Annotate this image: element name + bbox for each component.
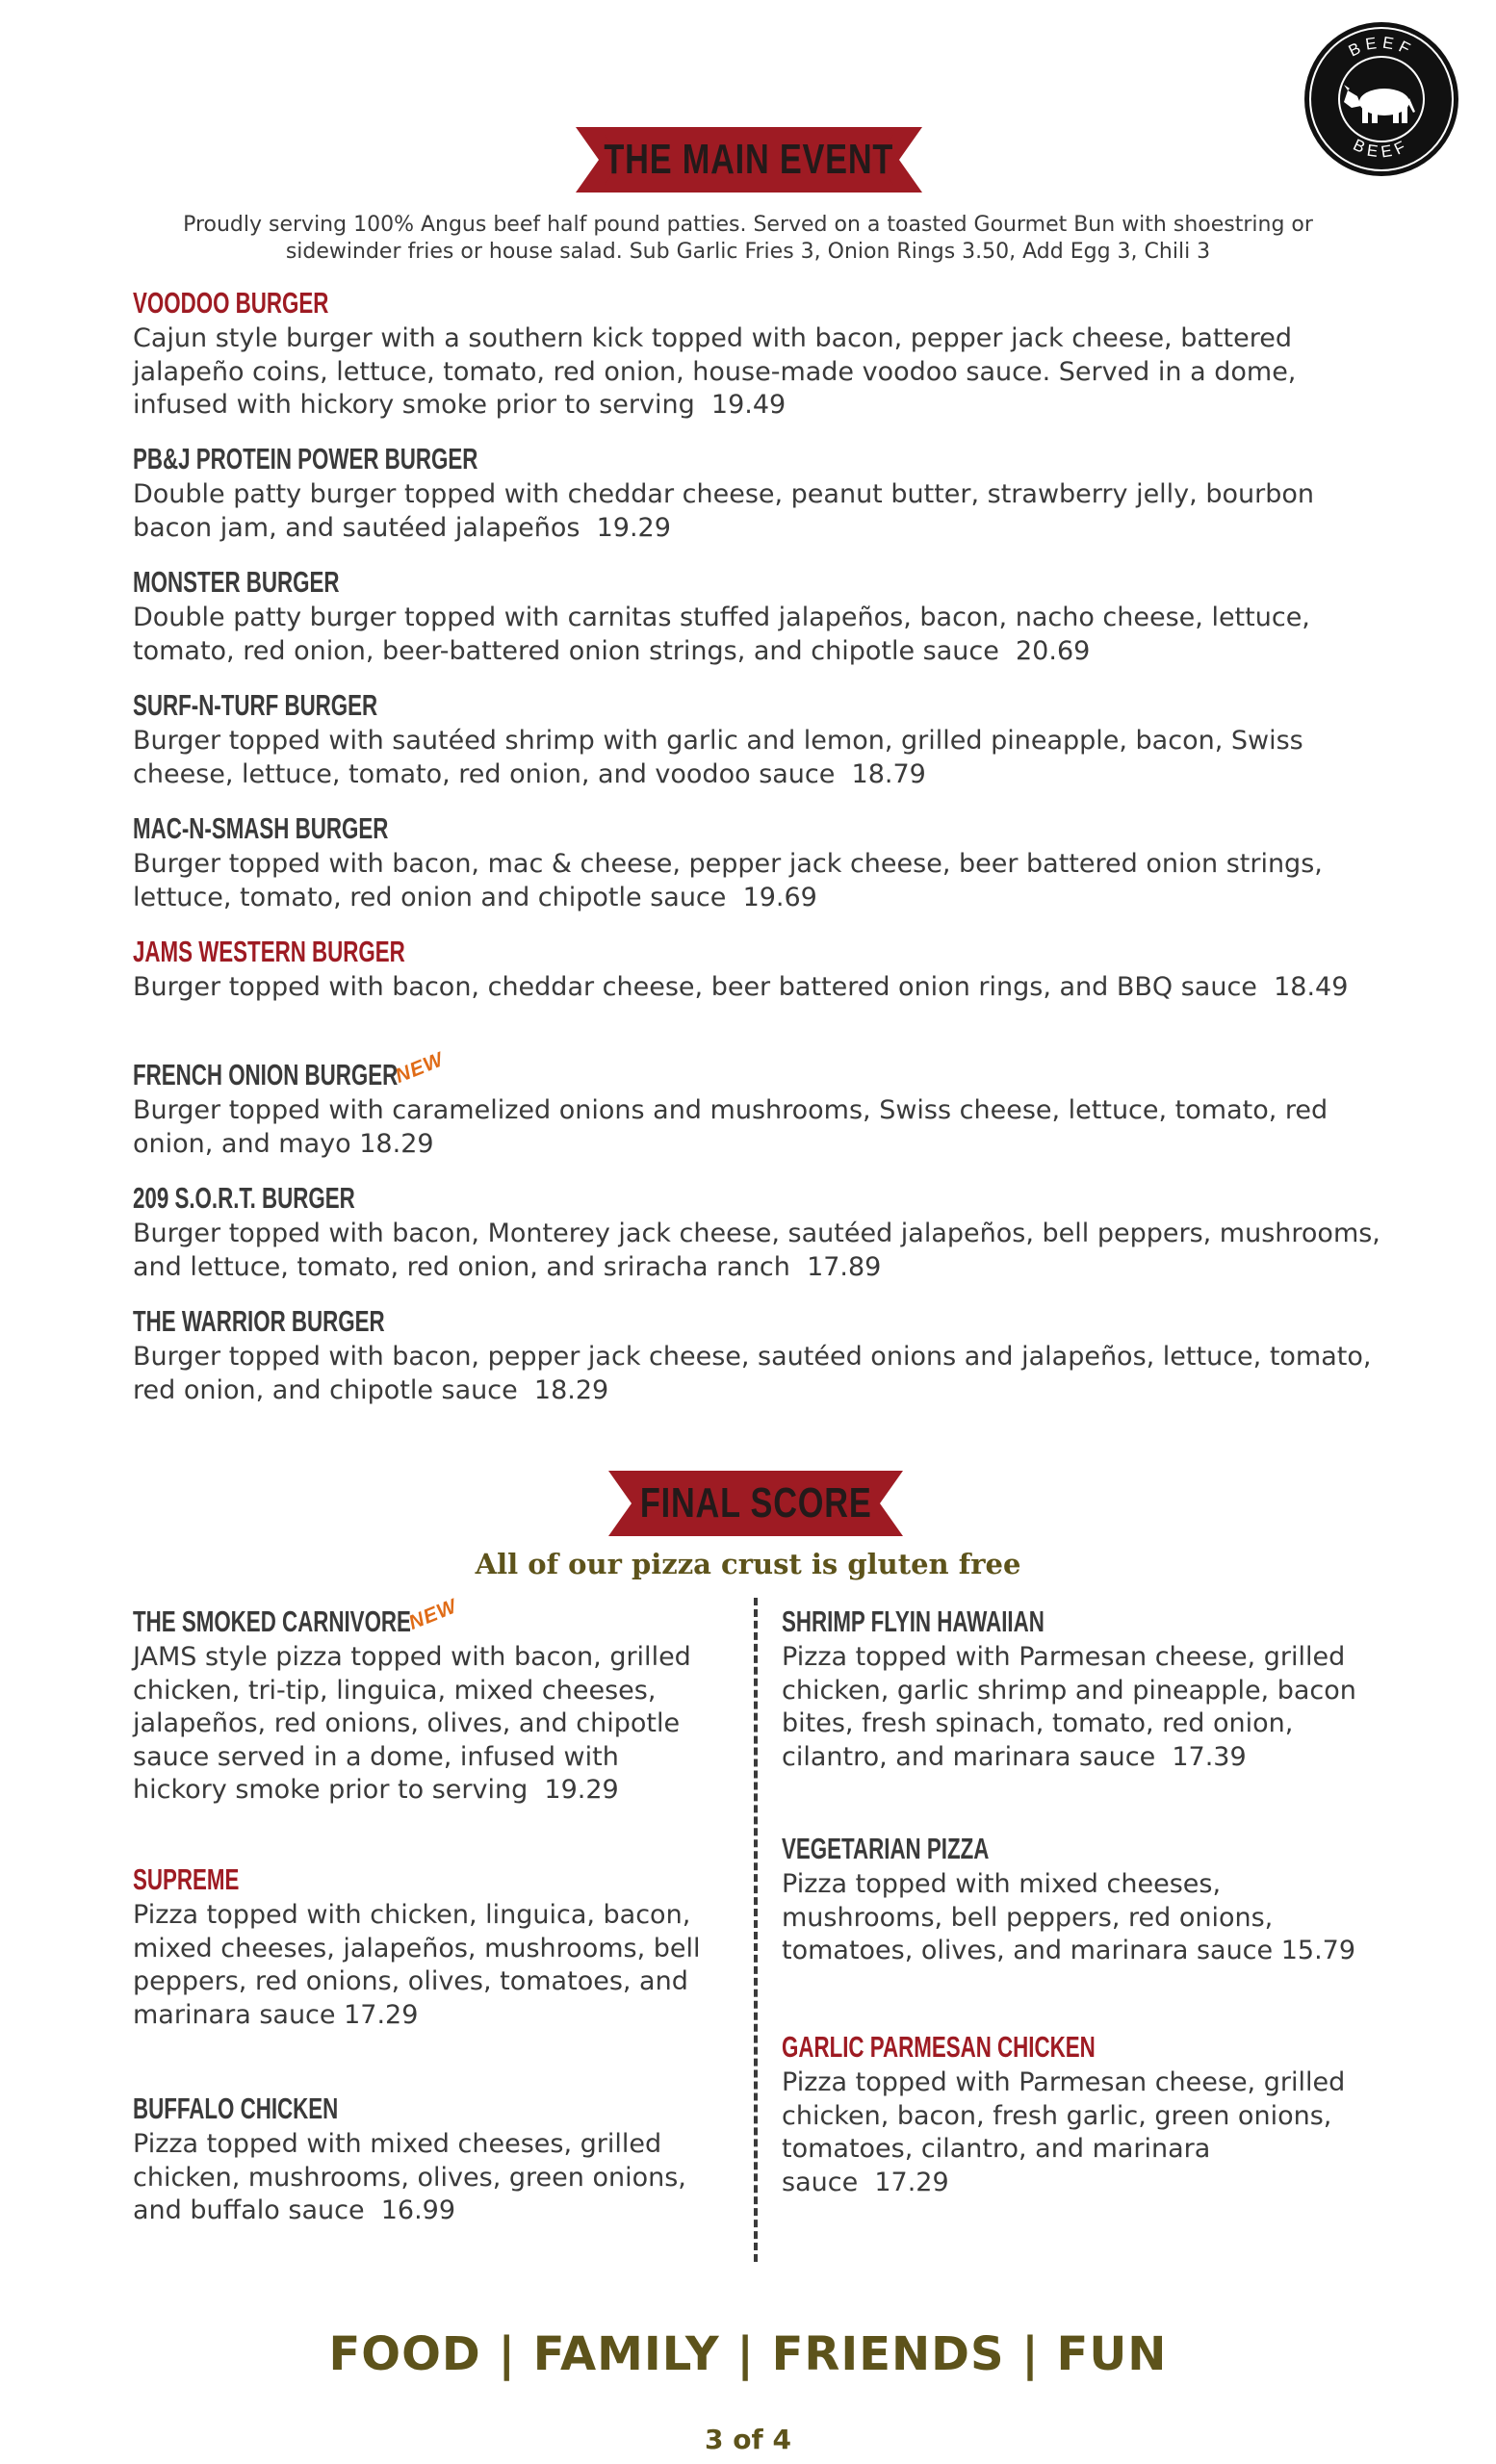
item-desc: Pizza topped with chicken, linguica, bacon, mixed cheeses, jalapeños, mushrooms, bell peppers, red onions, olives, tomatoes, and marinara sauce [133, 1900, 701, 2030]
menu-item [133, 285, 1384, 423]
beef-badge-logo [1302, 19, 1461, 179]
menu-item [133, 1861, 720, 2032]
item-price: 18.29 [359, 1128, 434, 1159]
item-desc: Burger topped with caramelized onions and mushrooms, Swiss cheese, lettuce, tomato, red onion, and mayo [133, 1095, 1328, 1159]
item-price: 19.29 [544, 1775, 619, 1805]
item-desc: Burger topped with bacon, Monterey jack cheese, sautéed jalapeños, bell peppers, mushrooms, and lettuce, tomato, red onion, and sriracha ranch [133, 1219, 1380, 1282]
item-name: THE WARRIOR BURGER [133, 1304, 385, 1338]
item-price: 19.49 [710, 390, 787, 420]
item-name: MONSTER BURGER [133, 565, 340, 599]
menu-item [133, 2091, 720, 2228]
item-name: BUFFALO CHICKEN [133, 2092, 339, 2125]
item-name: VEGETARIAN PIZZA [782, 1832, 990, 1865]
item-name: JAMS WESTERN BURGER [133, 935, 405, 968]
menu-item [133, 1595, 720, 1808]
item-desc: Burger topped with bacon, pepper jack cheese, sautéed onions and jalapeños, lettuce, tomato, red onion, and chipotle sauce [133, 1342, 1372, 1405]
item-price: 17.29 [344, 1999, 419, 2030]
item-price: 18.79 [851, 758, 926, 789]
item-desc: Pizza topped with mixed cheeses, mushrooms, bell peppers, red onions, tomatoes, olives, and marinara sauce [782, 1869, 1274, 1965]
main-event-title: THE MAIN EVENT [604, 136, 894, 183]
item-name: GARLIC PARMESAN CHICKEN [782, 2030, 1096, 2064]
menu-item [133, 810, 1384, 914]
item-desc: Burger topped with sautéed shrimp with garlic and lemon, grilled pineapple, bacon, Swiss cheese, lettuce, tomato, red onion, and voodoo sauce [133, 726, 1303, 789]
item-name: FRENCH ONION BURGER [133, 1058, 399, 1091]
item-price: 15.79 [1280, 1936, 1356, 1965]
item-desc: Cajun style burger with a southern kick topped with bacon, pepper jack cheese, battered jalapeño coins, lettuce, tomato, red onion, house-made voodoo sauce. Served in a dome, infused with hickory smoke prior to serving [133, 323, 1297, 420]
new-tag: NEW [405, 1595, 461, 1634]
item-name: SHRIMP FLYIN HAWAIIAN [782, 1604, 1045, 1638]
page-number: 3 of 4 [705, 2424, 791, 2455]
item-price: 17.89 [807, 1251, 882, 1282]
item-name: MAC-N-SMASH BURGER [133, 811, 389, 845]
final-score-title: FINAL SCORE [639, 1479, 872, 1527]
item-price: 18.29 [533, 1374, 609, 1405]
item-price: 17.29 [874, 2167, 949, 2197]
item-price: 20.69 [1016, 635, 1091, 666]
column-divider [754, 1598, 758, 2262]
item-desc: Pizza topped with mixed cheeses, grilled chicken, mushrooms, olives, green onions, and buffalo sauce [133, 2129, 686, 2225]
menu-item [133, 1303, 1384, 1407]
menu-item [133, 564, 1384, 668]
item-name: THE SMOKED CARNIVORE [133, 1604, 411, 1638]
item-name: PB&J PROTEIN POWER BURGER [133, 442, 478, 475]
item-desc: Burger topped with bacon, mac & cheese, pepper jack cheese, beer battered onion strings, lettuce, tomato, red onion and chipotle sauce [133, 849, 1323, 912]
menu-item [133, 441, 1384, 545]
item-desc: Pizza topped with Parmesan cheese, grilled chicken, garlic shrimp and pineapple, bacon bites, fresh spinach, tomato, red onion, cilantro, and marinara sauce [782, 1642, 1356, 1772]
item-name: 209 S.O.R.T. BURGER [133, 1181, 355, 1215]
menu-item [782, 2029, 1369, 2199]
new-tag: NEW [392, 1048, 448, 1088]
footer-tagline: FOOD | FAMILY | FRIENDS | FUN [328, 2327, 1168, 2381]
item-price: 19.29 [596, 512, 671, 543]
item-name: VOODOO BURGER [133, 286, 329, 320]
item-price: 19.69 [742, 882, 817, 912]
menu-item [133, 1048, 1384, 1161]
item-desc: Pizza topped with Parmesan cheese, grilled chicken, bacon, fresh garlic, green onions, tomatoes, cilantro, and marinara sauce [782, 2067, 1346, 2197]
item-desc: Double patty burger topped with cheddar cheese, peanut butter, strawberry jelly, bourbon bacon jam, and sautéed jalapeños [133, 479, 1314, 543]
item-name: SURF-N-TURF BURGER [133, 688, 378, 722]
main-event-banner [576, 127, 922, 192]
item-desc: JAMS style pizza topped with bacon, grilled chicken, tri-tip, linguica, mixed cheeses, jalapeños, red onions, olives, and chipotle sauce served in a dome, infused with hickory smoke prior to serving [133, 1642, 691, 1805]
main-event-intro: Proudly serving 100% Angus beef half pound patties. Served on a toasted Gourmet Bun with shoestring or sidewinder fries or house salad. Sub Garlic Fries 3, Onion Rings 3.50, Add Egg 3, Chili 3 [183, 213, 1313, 264]
item-desc: Burger topped with bacon, cheddar cheese, beer battered onion rings, and BBQ sauce [133, 972, 1257, 1002]
badge-bottom-text: BEEF [1350, 135, 1413, 162]
final-score-subtitle: All of our pizza crust is gluten free [475, 1548, 1021, 1580]
menu-item [133, 1180, 1384, 1284]
final-score-banner [608, 1471, 903, 1536]
badge-top-text: BEEF [1345, 33, 1418, 61]
menu-item [133, 934, 1384, 1005]
item-desc: Double patty burger topped with carnitas stuffed jalapeños, bacon, nacho cheese, lettuce, tomato, red onion, beer-battered onion strings, and chipotle sauce [133, 603, 1310, 666]
menu-item [782, 1604, 1369, 1774]
item-name: SUPREME [133, 1862, 240, 1896]
item-price: 17.39 [1172, 1741, 1247, 1772]
menu-item [133, 687, 1384, 791]
item-price: 16.99 [380, 2195, 456, 2225]
menu-item [782, 1831, 1369, 1968]
item-price: 18.49 [1274, 972, 1349, 1002]
